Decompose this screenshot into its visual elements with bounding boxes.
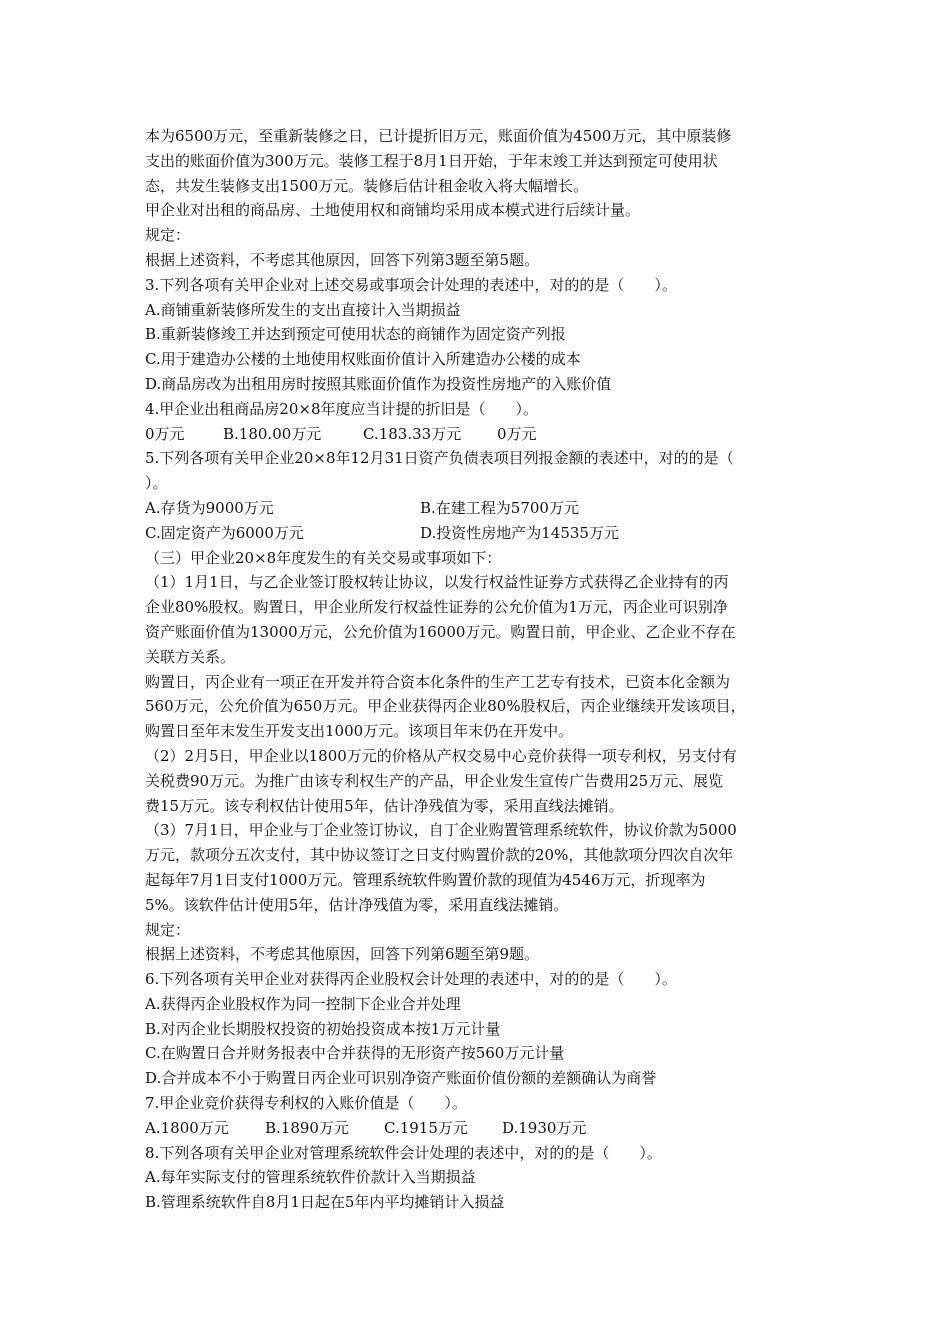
section-heading: （三）甲企业20×8年度发生的有关交易或事项如下： [145,548,502,567]
question-4-options [145,422,817,447]
paragraph-line: （2）2月5日，甲企业以1800万元的价格从产权交易中心竞价获得一项专利权，另支付有 [145,746,737,765]
question-4-option-b: B.180.00万元 [223,424,322,443]
question-3-option-a: A.商铺重新装修所发生的支出直接计入当期损益 [145,300,461,319]
paragraph-line: 支出的账面价值为300万元。装修工程于8月1日开始，于年末竣工并达到预定可使用状 [145,151,718,170]
paragraph-line: 起每年7月1日支付1000万元。管理系统软件购置价款的现值为4546万元，折现率为 [145,870,706,889]
requirement-heading: 规定： [145,920,191,939]
question-7-option-a: A.1800万元 [145,1118,229,1137]
question-5-option-a: A.存货为9000万元 [145,498,274,517]
paragraph-line: 5%。该软件估计使用5年，估计净残值为零，采用直线法摊销。 [145,895,569,914]
paragraph-line: 费15万元。该专利权估计使用5年，估计净残值为零，采用直线法摊销。 [145,796,624,815]
paragraph-line: （3）7月1日，甲企业与丁企业签订协议，自丁企业购置管理系统软件，协议价款为5000 [145,821,737,840]
paragraph-line: 购置日至年末发生开发支出1000万元。该项目年末仍在开发中。 [145,722,574,741]
question-6-option-d: D.合并成本不小于购置日丙企业可识别净资产账面价值份额的差额确认为商誉 [145,1069,657,1088]
paragraph-line: 企业80%股权。购置日，甲企业所发行权益性证券的公允价值为1万元，丙企业可识别净 [145,598,728,617]
question-5-stem-cont: ）。 [145,474,168,493]
question-5-options-row1 [145,496,817,521]
question-3-option-c: C.用于建造办公楼的土地使用权账面价值计入所建造办公楼的成本 [145,350,581,369]
paragraph-line: 甲企业对出租的商品房、土地使用权和商铺均采用成本模式进行后续计量。 [145,201,641,220]
paragraph-line: 本为6500万元，至重新装修之日，已计提折旧万元，账面价值为4500万元，其中原装修 [145,127,732,145]
paragraph-line: 关联方关系。 [145,647,236,666]
instruction-line: 根据上述资料，不考虑其他原因，回答下列第6题至第9题。 [145,945,540,964]
paragraph-line: 万元，款项分五次支付，其中协议签订之日支付购置价款的20%，其他款项分四次自次年 [145,846,734,865]
question-6-option-b: B.对丙企业长期股权投资的初始投资成本按1万元计量 [145,1019,501,1038]
paragraph-line: 购置日，丙企业有一项正在开发并符合资本化条件的生产工艺专有技术，已资本化金额为 [145,672,731,691]
question-5-option-b: B.在建工程为5700万元 [420,498,579,517]
question-8-option-b: B.管理系统软件自8月1日起在5年内平均摊销计入损益 [145,1193,505,1212]
question-6-stem: 6.下列各项有关甲企业对获得丙企业股权会计处理的表述中，对的的是（ ）。 [145,970,677,989]
paragraph-line: 560万元，公允价值为650万元。甲企业获得丙企业80%股权后，丙企业继续开发该项目， [145,697,746,716]
question-5-stem: 5.下列各项有关甲企业20×8年12月31日资产负债表项目列报金额的表述中，对的的是（ [145,449,734,468]
question-6-option-c: C.在购置日合并财务报表中合并获得的无形资产按560万元计量 [145,1044,565,1063]
question-8-option-a: A.每年实际支付的管理系统软件价款计入当期损益 [145,1168,476,1187]
question-7-stem: 7.甲企业竞价获得专利权的入账价值是（ ）。 [145,1094,467,1113]
paragraph-line: 态，共发生装修支出1500万元。装修后估计租金收入将大幅增长。 [145,176,589,195]
question-3-stem: 3.下列各项有关甲企业对上述交易或事项会计处理的表述中，对的的是（ ）。 [145,275,677,294]
instruction-line: 根据上述资料，不考虑其他原因，回答下列第3题至第5题。 [145,250,540,269]
question-3-option-b: B.重新装修竣工并达到预定可使用状态的商铺作为固定资产列报 [145,325,566,344]
paragraph-line: （1）1月1日，与乙企业签订股权转让协议，以发行权益性证券方式获得乙企业持有的丙 [145,573,729,592]
question-7-option-b: B.1890万元 [265,1118,349,1137]
paragraph-line: 资产账面价值为13000万元，公允价值为16000万元。购置日前，甲企业、乙企业不存在 [145,622,736,641]
document-page [145,124,817,1215]
question-7-option-d: D.1930万元 [502,1118,587,1137]
question-7-options [145,1116,817,1141]
question-5-option-c: C.固定资产为6000万元 [145,523,304,542]
question-5-options-row2 [145,521,817,546]
question-5-option-d: D.投资性房地产为14535万元 [420,523,619,542]
question-3-option-d: D.商品房改为出租用房时按照其账面价值作为投资性房地产的入账价值 [145,374,612,393]
question-4-stem: 4.甲企业出租商品房20×8年度应当计提的折旧是（ ）。 [145,399,539,418]
question-4-option-d: 0万元 [497,424,537,443]
question-7-option-c: C.1915万元 [384,1118,468,1137]
question-6-option-a: A.获得丙企业股权作为同一控制下企业合并处理 [145,994,461,1013]
paragraph-line: 关税费90万元。为推广由该专利权生产的产品，甲企业发生宣传广告费用25万元、展览 [145,771,724,790]
question-4-option-c: C.183.33万元 [363,424,462,443]
requirement-heading: 规定： [145,226,191,245]
question-8-stem: 8.下列各项有关甲企业对管理系统软件会计处理的表述中，对的的是（ ）。 [145,1143,662,1162]
question-4-option-a: 0万元 [145,424,185,443]
